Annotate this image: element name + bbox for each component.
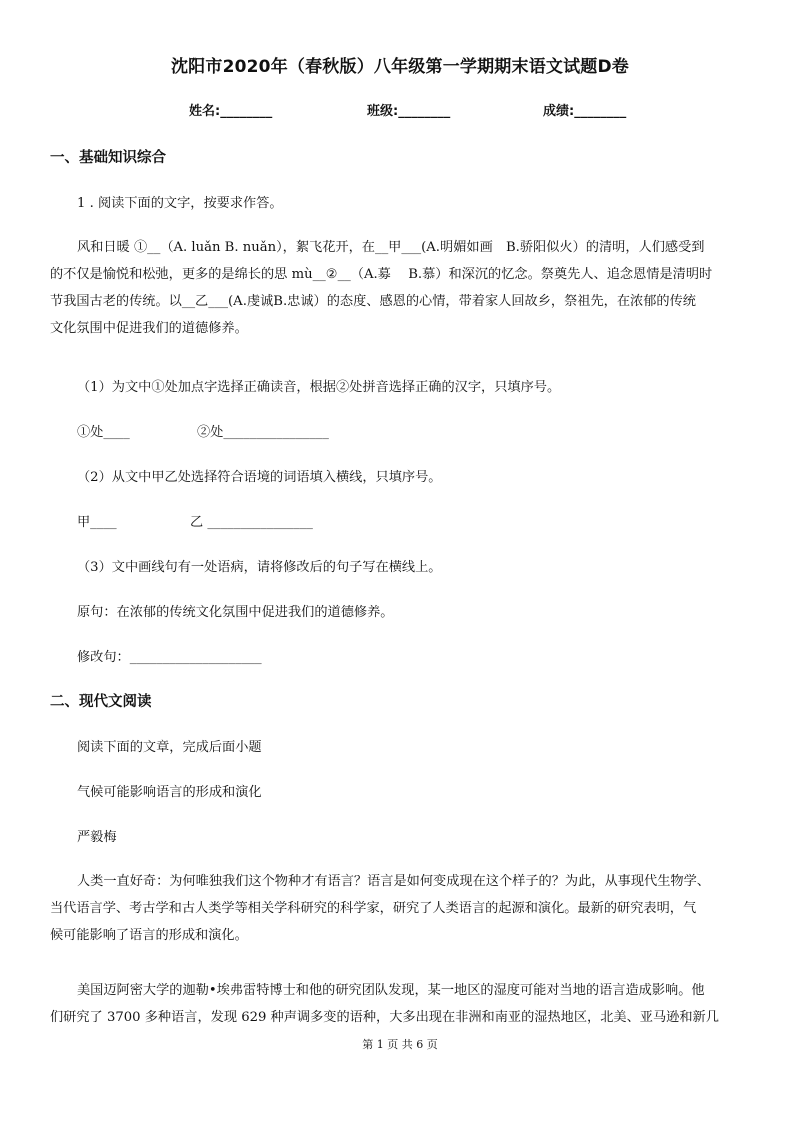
answer-blank-1a: ①处____: [77, 425, 130, 440]
passage-line: 节我国古老的传统。以__乙___(A.虔诚B.忠诚）的态度、感恩的心情，带着家人回故乡，祭祖先，在浓郁的传统: [50, 294, 696, 309]
question-1-intro: 1 . 阅读下面的文字，按要求作答。: [77, 196, 283, 211]
article-paragraph-line: 美国迈阿密大学的迦勒•埃弗雷特博士和他的研究团队发现，某一地区的湿度可能对当地的语言造成影响。他: [77, 983, 705, 998]
article-paragraph-line: 人类一直好奇：为何唯独我们这个物种才有语言？语言是如何变成现在这个样子的？为此，从事现代生物学、: [77, 874, 710, 889]
sub-question-3: （3）文中画线句有一处语病，请将修改后的句子写在横线上。: [77, 560, 442, 575]
reading-instruction: 阅读下面的文章，完成后面小题: [77, 740, 262, 755]
article-paragraph-line: 当代语言学、考古学和古人类学等相关学科研究的科学家，研究了人类语言的起源和演化。最新的研究表明，气: [50, 901, 697, 916]
article-author: 严毅梅: [77, 830, 117, 845]
article-title: 气候可能影响语言的形成和演化: [77, 785, 262, 800]
score-field: 成绩:________: [543, 104, 627, 119]
article-paragraph-line: 候可能影响了语言的形成和演化。: [50, 928, 248, 943]
passage-line: 文化氛围中促进我们的道德修养。: [50, 321, 248, 336]
answer-blank-1b: ②处________________: [197, 425, 329, 440]
name-field: 姓名:________: [189, 104, 273, 119]
revised-sentence-blank: 修改句：____________________: [77, 650, 262, 665]
answer-blank-2a: 甲____: [77, 515, 117, 530]
article-paragraph-line: 们研究了 3700 多种语言，发现 629 种声调多变的语种，大多出现在非洲和南亚的湿热地区，北美、亚马逊和新几: [50, 1010, 719, 1025]
passage-line: 风和日暖 ①__（A. luǎn B. nuǎn），絮飞花开，在__甲___(A.明媚如画 B.骄阳似火）的清明，人们感受到: [77, 240, 705, 255]
sub-question-2: （2）从文中甲乙处选择符合语境的词语填入横线，只填序号。: [77, 470, 442, 485]
original-sentence: 原句：在浓郁的传统文化氛围中促进我们的道德修养。: [77, 605, 394, 620]
page-number: 第 1 页 共 6 页: [362, 1038, 438, 1051]
page-title: 沈阳市2020年（春秋版）八年级第一学期期末语文试题D卷: [170, 57, 630, 77]
class-field: 班级:________: [367, 104, 451, 119]
section-heading-reading: 二、现代文阅读: [50, 694, 152, 710]
passage-line: 的不仅是愉悦和松弛，更多的是绵长的思 mù__②__（A.募 B.慕）和深沉的忆念。祭奠先人、追念恩情是清明时: [50, 267, 713, 282]
section-heading-basics: 一、基础知识综合: [50, 150, 166, 166]
answer-blank-2b: 乙 ________________: [190, 515, 313, 530]
sub-question-1: （1）为文中①处加点字选择正确读音，根据②处拼音选择正确的汉字，只填序号。: [77, 380, 561, 395]
